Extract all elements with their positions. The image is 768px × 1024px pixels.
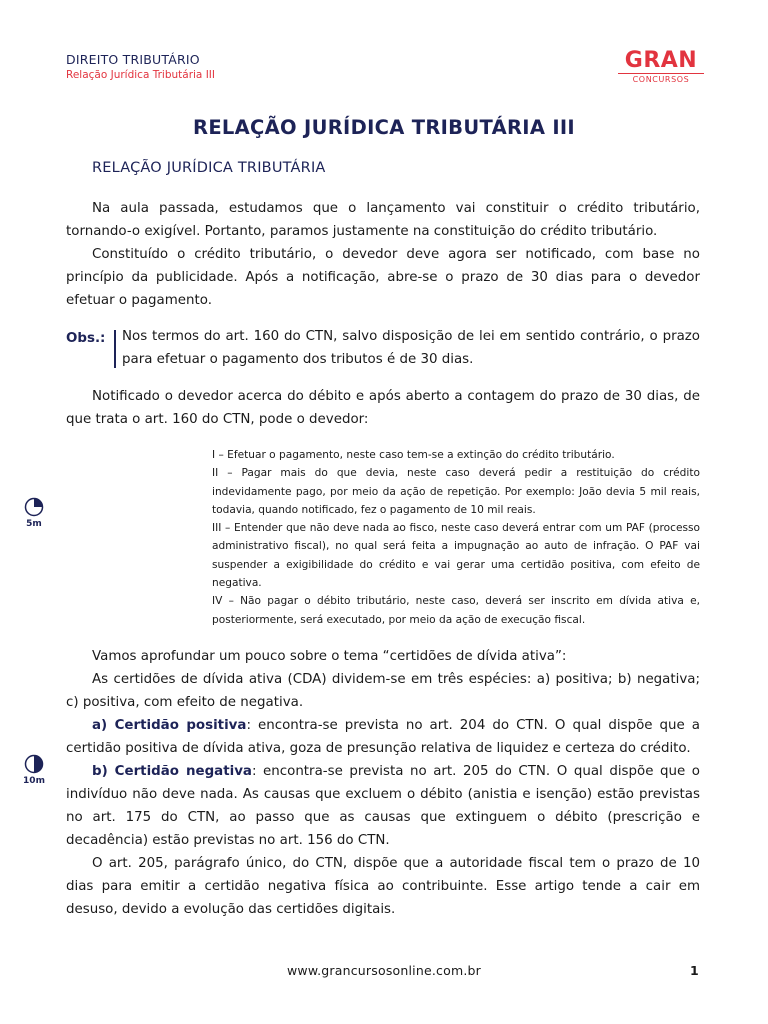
negative-certificate-label: b) Certidão negativa xyxy=(92,764,252,779)
negative-certificate-text: : encontra-se prevista no art. 205 do CTN. O qual dispõe que o indivíduo não deve nada. As causas que excluem o débito (anistia e isenção) estão previstas no art. 175 do CTN, ao passo que as causas que extinguem o débito (prescrição e decadência) estão previstas no art. 156 do CTN. xyxy=(66,764,700,848)
timer-10m xyxy=(22,754,46,786)
closing-block xyxy=(66,645,700,921)
list-item: IV – Não pagar o débito tributário, neste caso, deverá ser inscrito em dívida ativa e, posteriormente, será executado, por meio da ação de execução fiscal. xyxy=(212,595,700,626)
obs-divider xyxy=(114,330,116,368)
positive-certificate-text: : encontra-se prevista no art. 204 do CTN. O qual dispõe que a certidão positiva de dívida ativa, goza de presunção relativa de liquidez e certeza do crédito. xyxy=(66,718,701,756)
notice-paragraph: Notificado o devedor acerca do débito e após aberto a contagem do prazo de 30 dias, de que trata o art. 160 do CTN, pode o devedor: xyxy=(66,389,700,427)
list-item: I – Efetuar o pagamento, neste caso tem-se a extinção do crédito tributário. xyxy=(212,449,615,461)
clock-icon xyxy=(24,754,44,774)
timer-5m xyxy=(22,497,46,529)
timer-label: 5m xyxy=(26,519,42,529)
intro-block xyxy=(66,197,700,312)
footer-url[interactable]: www.grancursosonline.com.br xyxy=(286,963,481,978)
page-number: 1 xyxy=(690,963,699,978)
section-subtitle: RELAÇÃO JURÍDICA TRIBUTÁRIA xyxy=(92,160,326,176)
timer-label: 10m xyxy=(23,776,45,786)
closing-paragraph: As certidões de dívida ativa (CDA) dividem-se em três espécies: a) positiva; b) negativa; c) positiva, com efeito de negativa. xyxy=(66,672,700,710)
intro-paragraph: Constituído o crédito tributário, o devedor deve agora ser notificado, com base no princípio da publicidade. Após a notificação, abre-se o prazo de 30 dias para o devedor efetuar o pagamento. xyxy=(66,247,700,308)
closing-paragraph: O art. 205, parágrafo único, do CTN, dispõe que a autoridade fiscal tem o prazo de 10 dias para emitir a certidão negativa física ao contribuinte. Esse artigo tende a cair em desuso, devido a evolução das certidões digitais. xyxy=(66,856,700,917)
closing-paragraph xyxy=(66,760,700,852)
page-header xyxy=(66,52,215,82)
positive-certificate-label: a) Certidão positiva xyxy=(92,718,247,733)
page-title: RELAÇÃO JURÍDICA TRIBUTÁRIA III xyxy=(193,116,575,139)
logo-subtitle: CONCURSOS xyxy=(618,73,704,85)
options-list xyxy=(212,446,700,629)
list-item: III – Entender que não deve nada ao fisco, neste caso deverá entrar com um PAF (processo administrativo fiscal), no qual será feita a impugnação ao auto de infração. O PAF vai suspender a exigibilidade do crédito e vai gerar uma certidão positiva, com efeito de negativa. xyxy=(212,522,700,590)
list-item: II – Pagar mais do que devia, neste caso deverá pedir a restituição do crédito indevidamente pago, por meio da ação de repetição. Por exemplo: João devia 5 mil reais, todavia, quando notificado, fez o pagamento de 10 mil reais. xyxy=(212,467,700,516)
obs-text: Nos termos do art. 160 do CTN, salvo disposição de lei em sentido contrário, o prazo para efetuar o pagamento dos tributos é de 30 dias. xyxy=(122,329,700,367)
closing-paragraph: Vamos aprofundar um pouco sobre o tema “certidões de dívida ativa”: xyxy=(92,649,567,664)
header-subject: DIREITO TRIBUTÁRIO xyxy=(66,52,200,67)
closing-paragraph xyxy=(66,714,700,760)
header-topic: Relação Jurídica Tributária III xyxy=(66,69,215,81)
intro-paragraph: Na aula passada, estudamos que o lançamento vai constituir o crédito tributário, tornando-o exigível. Portanto, paramos justamente na constituição do crédito tributário. xyxy=(66,201,700,239)
clock-icon xyxy=(24,497,44,517)
logo-word: GRAN xyxy=(624,48,698,73)
gran-logo xyxy=(618,49,704,85)
obs-label: Obs.: xyxy=(66,331,106,346)
notice-block xyxy=(66,385,700,431)
